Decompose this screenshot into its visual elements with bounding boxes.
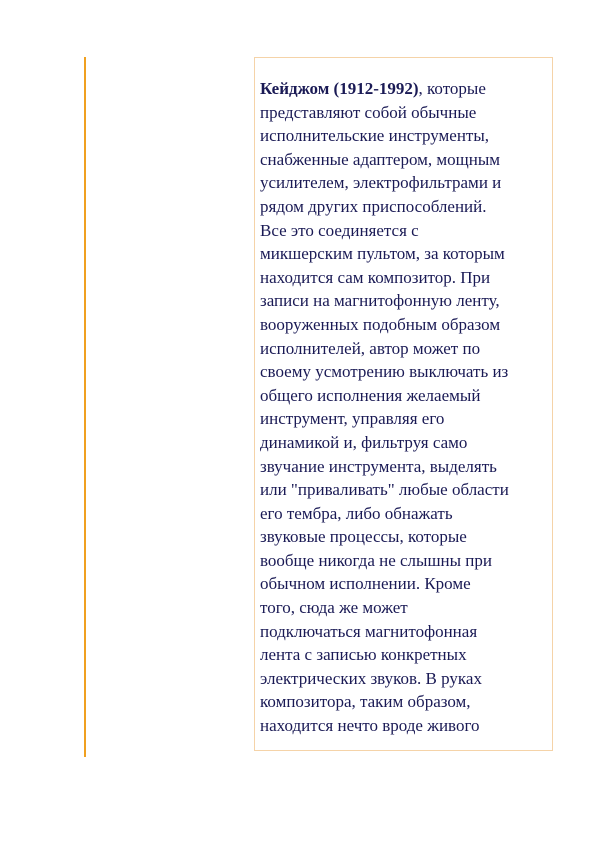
text-line: находится нечто вроде живого bbox=[260, 716, 480, 736]
author-name: Кейджом (1912-1992) bbox=[260, 79, 419, 98]
text-line: Все это соединяется с bbox=[260, 220, 419, 240]
text-line: динамикой и, фильтруя само bbox=[260, 432, 468, 452]
text-line: вооруженных подобным образом bbox=[260, 314, 501, 334]
left-margin-rule bbox=[84, 57, 86, 757]
text-line: электрических звуков. В руках bbox=[260, 668, 482, 688]
text-line: представляют собой обычные bbox=[260, 102, 477, 122]
text-line: микшерским пультом, за которым bbox=[260, 244, 505, 264]
text-line: обычном исполнении. Кроме bbox=[260, 574, 471, 594]
line-text: , которые bbox=[418, 79, 486, 98]
text-line: усилителем, электрофильтрами и bbox=[260, 173, 502, 193]
text-line: исполнителей, автор может по bbox=[260, 338, 481, 358]
text-line: находится сам композитор. При bbox=[260, 267, 491, 287]
text-line: вообще никогда не слышны при bbox=[260, 550, 493, 570]
text-line: снабженные адаптером, мощным bbox=[260, 149, 501, 169]
text-line: звучание инструмента, выделять bbox=[260, 456, 497, 476]
body-paragraph bbox=[260, 77, 552, 738]
text-line: общего исполнения желаемый bbox=[260, 385, 481, 405]
text-line bbox=[260, 77, 552, 101]
text-line: записи на магнитофонную ленту, bbox=[260, 291, 500, 311]
text-line: композитора, таким образом, bbox=[260, 692, 471, 712]
text-frame bbox=[254, 57, 553, 751]
text-line: лента с записью конкретных bbox=[260, 645, 467, 665]
text-line: рядом других приспособлений. bbox=[260, 196, 487, 216]
text-line: инструмент, управляя его bbox=[260, 409, 445, 429]
text-line: или "приваливать" любые области bbox=[260, 480, 509, 500]
text-line: его тембра, либо обнажать bbox=[260, 503, 453, 523]
text-line: того, сюда же может bbox=[260, 598, 408, 618]
text-line: подключаться магнитофонная bbox=[260, 621, 478, 641]
text-line: своему усмотрению выключать из bbox=[260, 362, 509, 382]
text-line: исполнительские инструменты, bbox=[260, 126, 490, 146]
text-line: звуковые процессы, которые bbox=[260, 527, 467, 547]
